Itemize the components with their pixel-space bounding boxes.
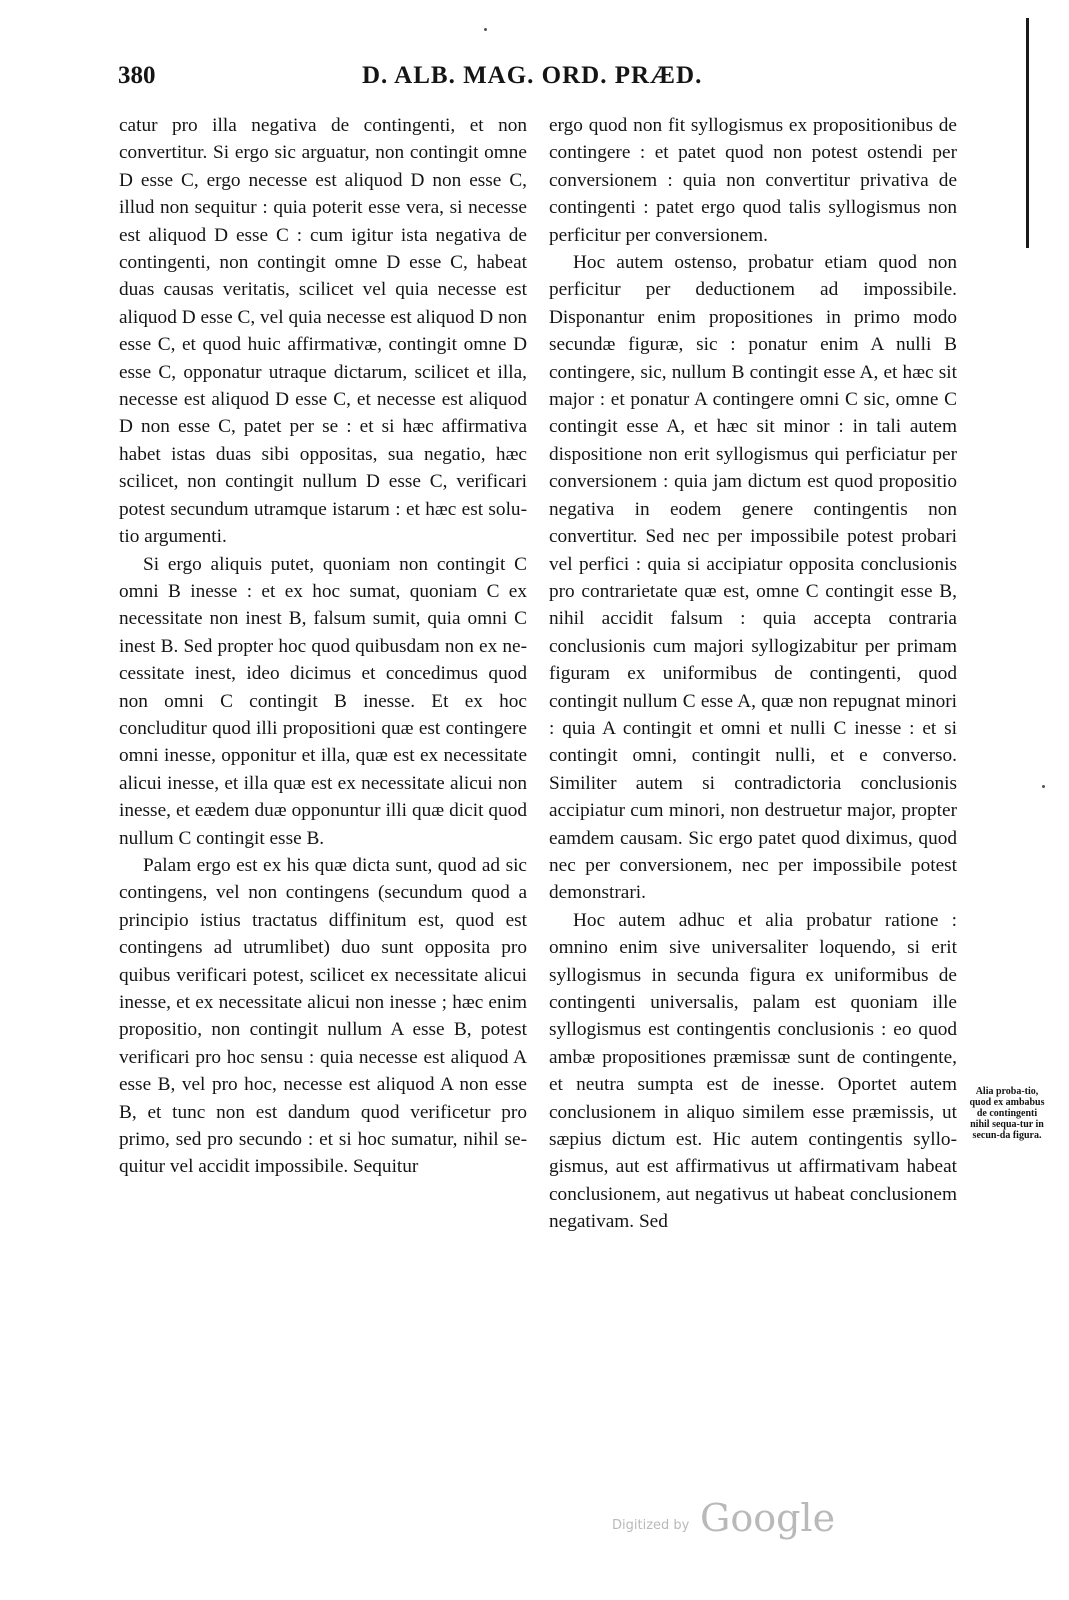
scan-speck: [484, 28, 487, 31]
google-watermark: [612, 1496, 842, 1546]
page-number: 380: [118, 62, 156, 89]
google-logo: Google: [700, 1496, 836, 1540]
paragraph: Hoc autem adhuc et alia probatur ratione : omnino enim sive universaliter loquendo, si erit syllogismus in secunda figura ex uniformibus de contingenti universalis, palam est quoniam ille syllogismus est contingentis conclusionis : eo quod ambæ propositiones præmissæ sunt de contingente, et neutra sumpta est de inesse. Oportet autem conclusionem in aliquo similem esse præmissis, ut sæpius dictum est. Hic autem contingentis syllogismus, aut est affirmativus ut affirmativam habeat conclusionem, aut negativus ut habeat conclusionem negativam. Sed: [549, 909, 957, 1233]
watermark-prefix: Digitized by: [612, 1518, 690, 1533]
margin-note: Alia proba-tio, quod ex ambabus de contingenti nihil sequa-tur in secun-da figura.: [969, 1086, 1045, 1141]
scan-edge-line: [1026, 18, 1029, 248]
left-column: [119, 112, 527, 1181]
scan-speck: [1042, 785, 1045, 788]
right-column: [549, 112, 957, 1236]
paragraph: Hoc autem ostenso, probatur etiam quod non perficitur per deductionem ad impossibile. Disponantur enim propositiones in primo modo secundæ figuræ, sic : ponatur enim A nulli B contingere, sic, nullum B contingit esse A, et hæc sit major : et ponatur A contingere omni C sic, omne C contingit esse A, et hæc sit minor : in tali autem dispositione non erit syllogismus qui perficiatur per conversionem : quia jam dictum est quod propositio negativa in eodem genere contingentis non convertitur. Sed nec per impossibile potest probari vel perfici : quia si accipiatur opposita conclusionis pro contrarietate quæ est, omne C contingit esse B, nihil accidit falsum : quia accepta contraria conclusionis cum majori syllogizabitur per primam figuram ex uniformibus de contingenti, quod contingit nullum C esse A, quæ non repugnat minori : quia A contingit et omni et nulli C inesse : et si contingit omni, contingit nulli, et e converso. Similiter autem si contradictoria conclusionis accipiatur cum minori, non destruetur major, propter eamdem causam. Sic ergo patet quod diximus, quod nec per conversionem, nec per impossibile potest demonstrari.: [549, 252, 957, 904]
page-header: [118, 62, 956, 102]
paragraph: Palam ergo est ex his quæ dicta sunt, quod ad sic contingens, vel non contingens (secundum quod a principio istius tractatus diffinitum est, quod est contingens ad utrumlibet) duo sunt opposita pro quibus verificari potest, scilicet ex necessitate alicui inesse, et ex necessitate alicui non inesse ; hæc enim propositio, non contingit nullum A esse B, potest verificari pro hoc sensu : quia necesse est aliquod A esse B, vel pro hoc, necesse est aliquod A non esse B, et tunc non est dandum quod verificetur pro primo, sed pro secundo : et si hoc sumatur, nihil sequitur vel accidit impossibile. Sequitur: [119, 854, 527, 1178]
paragraph: Si ergo aliquis putet, quoniam non contingit C omni B inesse : et ex hoc sumat, quoniam C ex necessitate non inest B, falsum sumit, quia omni C inest B. Sed propter hoc quod quibusdam non ex necessitate inest, ideo dicimus et concedimus quod non omni C contingit B inesse. Et ex hoc concluditur quod illi propositioni quæ est contingere omni inesse, opponitur et illa, quæ est ex necessitate alicui inesse, et illa quæ est ex necessitate alicui non inesse, et eædem duæ opponuntur illi quæ dicit quod nullum C contingit esse B.: [119, 553, 527, 849]
running-title: D. ALB. MAG. ORD. PRÆD.: [362, 62, 703, 89]
paragraph: ergo quod non fit syllogismus ex propositionibus de contingere : et patet quod non potest ostendi per conversionem : quia non convertitur privativa de contingenti : patet ergo quod talis syllogismus non perficitur per conversionem.: [549, 115, 957, 246]
paragraph: catur pro illa negativa de contingenti, et non convertitur. Si ergo sic arguatur, non contingit omne D esse C, ergo necesse est aliquod D non esse C, illud non sequitur : quia poterit esse vera, si necesse est aliquod D esse C : cum igitur ista negativa de contingenti, non contingit omne D esse C, habeat duas causas veritatis, scilicet vel quia necesse est aliquod D esse C, vel quia necesse est aliquod D non esse C, et quod huic affirmativæ, contingit omne D esse C, opponatur utraque dictarum, scilicet et illa, necesse est aliquod D esse C, et necesse est aliquod D non esse C, patet per se : et si hæc affirmativa habet istas duas sibi oppositas, sua negatio, hæc scilicet, non contingit nullum D esse C, verificari potest secundum utramque istarum : et hæc est solutio argumenti.: [119, 115, 527, 548]
